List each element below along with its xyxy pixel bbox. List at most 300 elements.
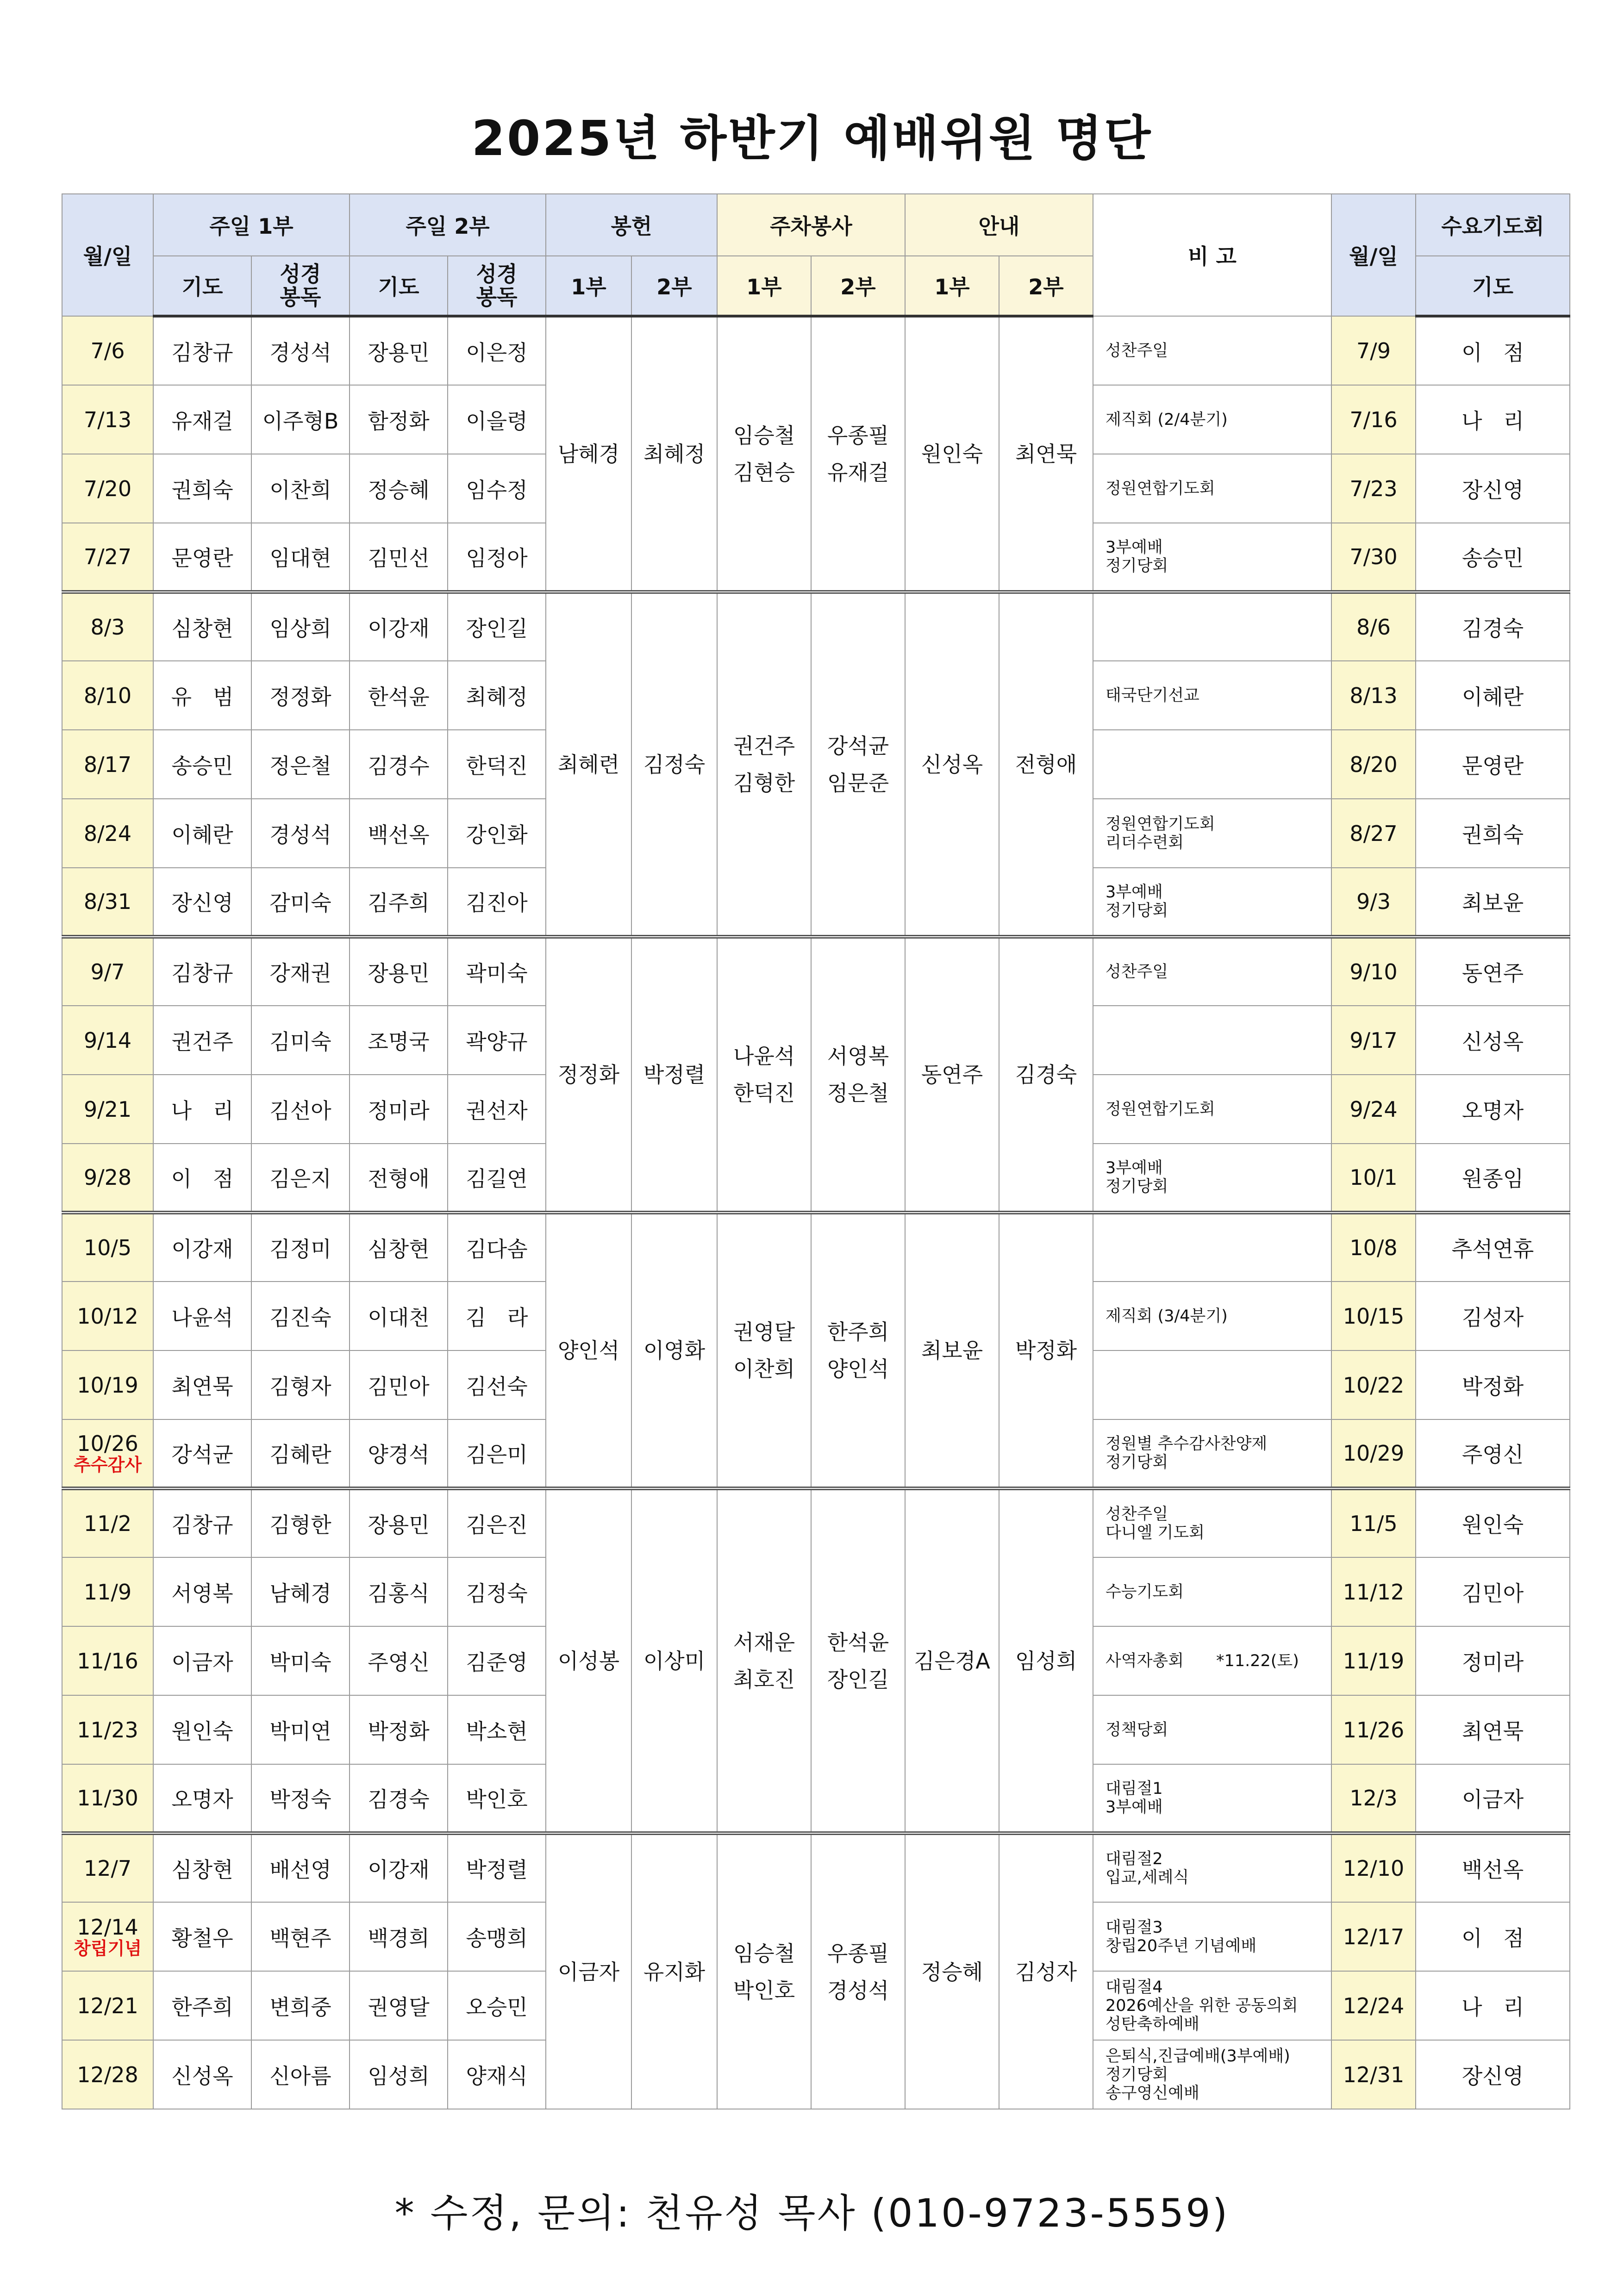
s2-prayer-name: 심창현 [350, 1213, 448, 1282]
remark-note: 정원연합기도회 [1093, 454, 1331, 523]
sunday-date-label: 9/14 [83, 1027, 132, 1053]
sunday-date-label: 8/24 [83, 821, 132, 846]
s1-prayer-name: 심창현 [153, 592, 251, 661]
s2-prayer-name: 장용민 [350, 316, 448, 385]
schedule-row [62, 592, 1570, 661]
remark-note [1093, 1350, 1331, 1419]
wednesday-date: 9/3 [1331, 868, 1416, 937]
wednesday-prayer-name: 이혜란 [1416, 661, 1570, 730]
s1-reading-name: 김진숙 [251, 1282, 350, 1350]
s2-reading-name: 박소현 [448, 1695, 546, 1764]
wednesday-date: 10/1 [1331, 1144, 1416, 1213]
sunday-date [62, 454, 153, 523]
wednesday-prayer-name: 이 점 [1416, 316, 1570, 385]
s1-reading-name: 이주형B [251, 385, 350, 454]
s2-reading-name: 김 라 [448, 1282, 546, 1350]
s1-reading-name: 경성석 [251, 316, 350, 385]
remark-note: 수능기도회 [1093, 1557, 1331, 1626]
s1-reading-name: 강재권 [251, 937, 350, 1006]
remark-note: 정원별 추수감사찬양제 정기당회 [1093, 1419, 1331, 1488]
sunday-date [62, 730, 153, 799]
s2-reading-name: 김은미 [448, 1419, 546, 1488]
parking-1-names: 서재운 최호진 [717, 1488, 811, 1833]
special-day-tag: 창립기념 [74, 1938, 142, 1959]
s1-reading-name: 김정미 [251, 1213, 350, 1282]
sunday-date [62, 523, 153, 592]
s1-prayer-name: 오명자 [153, 1764, 251, 1833]
wednesday-prayer-name: 송승민 [1416, 523, 1570, 592]
s1-prayer-name: 신성옥 [153, 2040, 251, 2109]
usher-1-name: 정승혜 [905, 1833, 999, 2109]
wednesday-prayer-name: 추석연휴 [1416, 1213, 1570, 1282]
s2-prayer-name: 권영달 [350, 1971, 448, 2040]
offering-2-name: 유지화 [631, 1833, 717, 2109]
parking-2-names: 한석윤 장인길 [811, 1488, 905, 1833]
s2-reading-name: 김길연 [448, 1144, 546, 1213]
s2-prayer-name: 조명국 [350, 1006, 448, 1075]
page-title: 2025년 하반기 예배위원 명단 [471, 110, 1153, 167]
s1-prayer-name: 유재걸 [153, 385, 251, 454]
s2-prayer-name: 함정화 [350, 385, 448, 454]
usher-1-name: 최보윤 [905, 1213, 999, 1488]
remark-note [1093, 1006, 1331, 1075]
sunday-date [62, 592, 153, 661]
wednesday-prayer-name: 이 점 [1416, 1902, 1570, 1971]
s2-prayer-name: 김경수 [350, 730, 448, 799]
parking-1-names: 임승철 김현승 [717, 316, 811, 592]
sunday-date [62, 1006, 153, 1075]
remark-note: 성찬주일 [1093, 316, 1331, 385]
sunday-date-label: 12/14 [77, 1914, 138, 1940]
s1-reading-name: 김선아 [251, 1075, 350, 1144]
s1-reading-name: 남혜경 [251, 1557, 350, 1626]
remark-note: 3부예배 정기당회 [1093, 868, 1331, 937]
s1-prayer-name: 이금자 [153, 1626, 251, 1695]
usher-2-name: 김성자 [999, 1833, 1093, 2109]
wednesday-date: 10/22 [1331, 1350, 1416, 1419]
sunday-date [62, 1971, 153, 2040]
s1-prayer-name: 나 리 [153, 1075, 251, 1144]
s1-reading-name: 신아름 [251, 2040, 350, 2109]
sunday-date [62, 1902, 153, 1971]
s2-reading-name: 곽양규 [448, 1006, 546, 1075]
offering-1-name: 최혜련 [546, 592, 631, 937]
s2-prayer-name: 김민선 [350, 523, 448, 592]
s1-prayer-name: 김창규 [153, 1488, 251, 1557]
header-wednesday: 수요기도회 [1416, 194, 1570, 256]
wednesday-date: 10/29 [1331, 1419, 1416, 1488]
s1-prayer-name: 황철우 [153, 1902, 251, 1971]
header-usher-1: 1부 [905, 256, 999, 316]
s1-prayer-name: 이강재 [153, 1213, 251, 1282]
s2-prayer-name: 양경석 [350, 1419, 448, 1488]
wednesday-date: 9/17 [1331, 1006, 1416, 1075]
s1-reading-name: 박미숙 [251, 1626, 350, 1695]
wednesday-prayer-name: 김성자 [1416, 1282, 1570, 1350]
remark-note: 사역자총회 *11.22(토) [1093, 1626, 1331, 1695]
header-sunday1: 주일 1부 [153, 194, 350, 256]
s2-reading-name: 양재식 [448, 2040, 546, 2109]
s2-prayer-name: 박정화 [350, 1695, 448, 1764]
usher-1-name: 원인숙 [905, 316, 999, 592]
parking-1-names: 권건주 김형한 [717, 592, 811, 937]
remark-note: 제직회 (3/4분기) [1093, 1282, 1331, 1350]
s2-reading-name: 김은진 [448, 1488, 546, 1557]
usher-2-name: 김경숙 [999, 937, 1093, 1213]
s1-reading-name: 정정화 [251, 661, 350, 730]
s1-prayer-name: 유 범 [153, 661, 251, 730]
s2-prayer-name: 이대천 [350, 1282, 448, 1350]
schedule-row [62, 1833, 1570, 1902]
sunday-date [62, 1695, 153, 1764]
header-wed-date: 월/일 [1331, 194, 1416, 316]
s1-reading-name: 배선영 [251, 1833, 350, 1902]
usher-2-name: 최연묵 [999, 316, 1093, 592]
usher-2-name: 전형애 [999, 592, 1093, 937]
wednesday-prayer-name: 백선옥 [1416, 1833, 1570, 1902]
schedule-table [62, 193, 1570, 2109]
schedule-row [62, 1488, 1570, 1557]
sunday-date-label: 10/12 [77, 1303, 138, 1329]
sunday-date-label: 10/26 [77, 1431, 138, 1456]
remark-note: 성찬주일 다니엘 기도회 [1093, 1488, 1331, 1557]
header-offering: 봉헌 [546, 194, 717, 256]
wednesday-date: 7/23 [1331, 454, 1416, 523]
sunday-date [62, 937, 153, 1006]
s2-prayer-name: 이강재 [350, 1833, 448, 1902]
wednesday-prayer-name: 오명자 [1416, 1075, 1570, 1144]
s1-prayer-name: 나윤석 [153, 1282, 251, 1350]
parking-2-names: 강석균 임문준 [811, 592, 905, 937]
sunday-date-label: 7/20 [83, 476, 132, 501]
wednesday-date: 11/12 [1331, 1557, 1416, 1626]
s2-reading-name: 권선자 [448, 1075, 546, 1144]
wednesday-date: 9/10 [1331, 937, 1416, 1006]
sunday-date-label: 11/30 [77, 1786, 138, 1811]
sunday-date-label: 9/7 [90, 959, 125, 984]
sunday-date [62, 1144, 153, 1213]
header-parking-2: 2부 [811, 256, 905, 316]
offering-1-name: 남혜경 [546, 316, 631, 592]
parking-2-names: 서영복 정은철 [811, 937, 905, 1213]
wednesday-date: 7/9 [1331, 316, 1416, 385]
remark-note: 은퇴식,진급예배(3부예배) 정기당회 송구영신예배 [1093, 2040, 1331, 2109]
remark-note: 태국단기선교 [1093, 661, 1331, 730]
wednesday-date: 7/30 [1331, 523, 1416, 592]
sunday-date [62, 1282, 153, 1350]
remark-note: 정원연합기도회 리더수련회 [1093, 799, 1331, 868]
wednesday-date: 8/6 [1331, 592, 1416, 661]
s1-reading-name: 임대현 [251, 523, 350, 592]
special-day-tag: 추수감사 [74, 1455, 142, 1475]
s1-prayer-name: 송승민 [153, 730, 251, 799]
s1-reading-name: 변희중 [251, 1971, 350, 2040]
header-s2-reading: 성경 봉독 [448, 256, 546, 316]
s2-reading-name: 박인호 [448, 1764, 546, 1833]
s2-reading-name: 임수정 [448, 454, 546, 523]
s2-prayer-name: 김경숙 [350, 1764, 448, 1833]
wednesday-prayer-name: 나 리 [1416, 1971, 1570, 2040]
s1-prayer-name: 이 점 [153, 1144, 251, 1213]
usher-1-name: 신성옥 [905, 592, 999, 937]
s2-reading-name: 김진아 [448, 868, 546, 937]
s2-reading-name: 김정숙 [448, 1557, 546, 1626]
offering-2-name: 박정렬 [631, 937, 717, 1213]
parking-2-names: 우종필 유재걸 [811, 316, 905, 592]
wednesday-date: 8/13 [1331, 661, 1416, 730]
remark-note: 대림절3 창립20주년 기념예배 [1093, 1902, 1331, 1971]
offering-1-name: 이성봉 [546, 1488, 631, 1833]
header-usher: 안내 [905, 194, 1093, 256]
header-offering-2: 2부 [631, 256, 717, 316]
sunday-date-label: 12/21 [77, 1993, 138, 2018]
wednesday-prayer-name: 장신영 [1416, 454, 1570, 523]
s1-reading-name: 김형한 [251, 1488, 350, 1557]
offering-1-name: 양인석 [546, 1213, 631, 1488]
s1-reading-name: 경성석 [251, 799, 350, 868]
remark-note [1093, 592, 1331, 661]
wednesday-prayer-name: 최연묵 [1416, 1695, 1570, 1764]
parking-1-names: 임승철 박인호 [717, 1833, 811, 2109]
sunday-date [62, 2040, 153, 2109]
s2-prayer-name: 김민아 [350, 1350, 448, 1419]
s1-prayer-name: 권희숙 [153, 454, 251, 523]
sunday-date [62, 1833, 153, 1902]
sunday-date [62, 1557, 153, 1626]
s1-prayer-name: 권건주 [153, 1006, 251, 1075]
wednesday-prayer-name: 이금자 [1416, 1764, 1570, 1833]
wednesday-date: 11/5 [1331, 1488, 1416, 1557]
offering-2-name: 김정숙 [631, 592, 717, 937]
wednesday-prayer-name: 주영신 [1416, 1419, 1570, 1488]
sunday-date [62, 1764, 153, 1833]
s1-prayer-name: 장신영 [153, 868, 251, 937]
s1-reading-name: 김미숙 [251, 1006, 350, 1075]
sunday-date-label: 9/21 [83, 1096, 132, 1122]
s2-prayer-name: 김주희 [350, 868, 448, 937]
sunday-date [62, 1350, 153, 1419]
sunday-date-label: 10/5 [83, 1235, 132, 1260]
s1-prayer-name: 최연묵 [153, 1350, 251, 1419]
parking-1-names: 권영달 이찬희 [717, 1213, 811, 1488]
s2-prayer-name: 장용민 [350, 1488, 448, 1557]
wednesday-prayer-name: 신성옥 [1416, 1006, 1570, 1075]
usher-1-name: 동연주 [905, 937, 999, 1213]
sunday-date-label: 8/31 [83, 889, 132, 914]
sunday-date-label: 12/28 [77, 2062, 138, 2087]
wednesday-prayer-name: 권희숙 [1416, 799, 1570, 868]
sunday-date [62, 1075, 153, 1144]
sunday-date [62, 1419, 153, 1488]
s2-prayer-name: 한석윤 [350, 661, 448, 730]
offering-1-name: 이금자 [546, 1833, 631, 2109]
sunday-date [62, 661, 153, 730]
s2-prayer-name: 정미라 [350, 1075, 448, 1144]
sunday-date-label: 11/23 [77, 1717, 138, 1742]
s2-reading-name: 김다솜 [448, 1213, 546, 1282]
s2-reading-name: 김선숙 [448, 1350, 546, 1419]
header-wed-prayer: 기도 [1416, 256, 1570, 316]
s2-reading-name: 최혜정 [448, 661, 546, 730]
sunday-date-label: 7/27 [83, 544, 132, 569]
s1-prayer-name: 이혜란 [153, 799, 251, 868]
remark-note: 3부예배 정기당회 [1093, 523, 1331, 592]
s1-reading-name: 박미연 [251, 1695, 350, 1764]
s2-reading-name: 송맹희 [448, 1902, 546, 1971]
s2-reading-name: 이을령 [448, 385, 546, 454]
wednesday-date: 12/17 [1331, 1902, 1416, 1971]
sunday-date [62, 1488, 153, 1557]
remark-note: 정원연합기도회 [1093, 1075, 1331, 1144]
sunday-date-label: 11/9 [83, 1579, 132, 1605]
s1-reading-name: 백현주 [251, 1902, 350, 1971]
s2-prayer-name: 임성희 [350, 2040, 448, 2109]
sunday-date-label: 9/28 [83, 1165, 132, 1190]
wednesday-date: 11/26 [1331, 1695, 1416, 1764]
wednesday-prayer-name: 나 리 [1416, 385, 1570, 454]
header-s2-prayer: 기도 [350, 256, 448, 316]
wednesday-date: 8/20 [1331, 730, 1416, 799]
sunday-date [62, 1626, 153, 1695]
header-offering-1: 1부 [546, 256, 631, 316]
wednesday-date: 9/24 [1331, 1075, 1416, 1144]
s2-prayer-name: 백경희 [350, 1902, 448, 1971]
remark-note: 대림절2 입교,세례식 [1093, 1833, 1331, 1902]
wednesday-date: 11/19 [1331, 1626, 1416, 1695]
wednesday-prayer-name: 원인숙 [1416, 1488, 1570, 1557]
remark-note [1093, 730, 1331, 799]
wednesday-date: 12/24 [1331, 1971, 1416, 2040]
sunday-date [62, 799, 153, 868]
wednesday-date: 7/16 [1331, 385, 1416, 454]
remark-note [1093, 1213, 1331, 1282]
wednesday-date: 12/3 [1331, 1764, 1416, 1833]
remark-note: 대림절1 3부예배 [1093, 1764, 1331, 1833]
sunday-date-label: 8/17 [83, 752, 132, 777]
wednesday-date: 10/15 [1331, 1282, 1416, 1350]
s1-reading-name: 정은철 [251, 730, 350, 799]
s2-reading-name: 이은정 [448, 316, 546, 385]
s2-reading-name: 한덕진 [448, 730, 546, 799]
sunday-date-label: 7/6 [90, 338, 125, 363]
s1-reading-name: 김은지 [251, 1144, 350, 1213]
wednesday-prayer-name: 박정화 [1416, 1350, 1570, 1419]
wednesday-prayer-name: 장신영 [1416, 2040, 1570, 2109]
wednesday-date: 12/10 [1331, 1833, 1416, 1902]
wednesday-prayer-name: 원종임 [1416, 1144, 1570, 1213]
s1-prayer-name: 문영란 [153, 523, 251, 592]
remark-note: 대림절4 2026예산을 위한 공동의회 성탄축하예배 [1093, 1971, 1331, 2040]
sunday-date-label: 11/2 [83, 1511, 132, 1536]
s2-prayer-name: 정승혜 [350, 454, 448, 523]
s2-prayer-name: 장용민 [350, 937, 448, 1006]
header-usher-2: 2부 [999, 256, 1093, 316]
s2-prayer-name: 주영신 [350, 1626, 448, 1695]
s2-prayer-name: 이강재 [350, 592, 448, 661]
s2-prayer-name: 김홍식 [350, 1557, 448, 1626]
s1-prayer-name: 강석균 [153, 1419, 251, 1488]
offering-2-name: 이영화 [631, 1213, 717, 1488]
sunday-date-label: 11/16 [77, 1648, 138, 1674]
wednesday-date: 8/27 [1331, 799, 1416, 868]
schedule-row [62, 1213, 1570, 1282]
wednesday-prayer-name: 문영란 [1416, 730, 1570, 799]
s1-reading-name: 박정숙 [251, 1764, 350, 1833]
s2-reading-name: 김준영 [448, 1626, 546, 1695]
s1-prayer-name: 김창규 [153, 937, 251, 1006]
s1-reading-name: 감미숙 [251, 868, 350, 937]
header-s1-reading: 성경 봉독 [251, 256, 350, 316]
s1-prayer-name: 한주희 [153, 1971, 251, 2040]
s1-reading-name: 임상희 [251, 592, 350, 661]
remark-note: 성찬주일 [1093, 937, 1331, 1006]
sunday-date [62, 385, 153, 454]
wednesday-prayer-name: 동연주 [1416, 937, 1570, 1006]
wednesday-date: 10/8 [1331, 1213, 1416, 1282]
s1-reading-name: 김혜란 [251, 1419, 350, 1488]
s2-prayer-name: 백선옥 [350, 799, 448, 868]
s2-reading-name: 오승민 [448, 1971, 546, 2040]
offering-2-name: 최혜정 [631, 316, 717, 592]
wednesday-prayer-name: 최보윤 [1416, 868, 1570, 937]
header-s1-prayer: 기도 [153, 256, 251, 316]
sunday-date [62, 1213, 153, 1282]
header-remarks: 비 고 [1093, 194, 1331, 316]
header-date: 월/일 [62, 194, 153, 316]
sunday-date-label: 8/3 [90, 615, 125, 640]
sunday-date-label: 8/10 [83, 683, 132, 708]
offering-2-name: 이상미 [631, 1488, 717, 1833]
remark-note: 제직회 (2/4분기) [1093, 385, 1331, 454]
s2-reading-name: 임정아 [448, 523, 546, 592]
s1-prayer-name: 김창규 [153, 316, 251, 385]
sunday-date-label: 7/13 [83, 407, 132, 432]
s1-prayer-name: 서영복 [153, 1557, 251, 1626]
sunday-date-label: 12/7 [83, 1856, 132, 1881]
parking-1-names: 나윤석 한덕진 [717, 937, 811, 1213]
wednesday-date: 12/31 [1331, 2040, 1416, 2109]
remark-note: 정책당회 [1093, 1695, 1331, 1764]
parking-2-names: 한주희 양인석 [811, 1213, 905, 1488]
usher-1-name: 김은경A [905, 1488, 999, 1833]
usher-2-name: 박정화 [999, 1213, 1093, 1488]
parking-2-names: 우종필 경성석 [811, 1833, 905, 2109]
sunday-date-label: 10/19 [77, 1372, 138, 1398]
sunday-date [62, 868, 153, 937]
header-parking: 주차봉사 [717, 194, 905, 256]
header-sunday2: 주일 2부 [350, 194, 546, 256]
wednesday-prayer-name: 정미라 [1416, 1626, 1570, 1695]
contact-footer: * 수정, 문의: 천유성 목사 (010-9723-5559) [394, 2190, 1230, 2236]
s1-prayer-name: 원인숙 [153, 1695, 251, 1764]
s2-reading-name: 장인길 [448, 592, 546, 661]
s2-prayer-name: 전형애 [350, 1144, 448, 1213]
sunday-date [62, 316, 153, 385]
s2-reading-name: 박정렬 [448, 1833, 546, 1902]
schedule-row [62, 937, 1570, 1006]
schedule-row [62, 316, 1570, 385]
s1-prayer-name: 심창현 [153, 1833, 251, 1902]
offering-1-name: 정정화 [546, 937, 631, 1213]
header-parking-1: 1부 [717, 256, 811, 316]
s2-reading-name: 강인화 [448, 799, 546, 868]
usher-2-name: 임성희 [999, 1488, 1093, 1833]
wednesday-prayer-name: 김민아 [1416, 1557, 1570, 1626]
remark-note: 3부예배 정기당회 [1093, 1144, 1331, 1213]
s1-reading-name: 김형자 [251, 1350, 350, 1419]
wednesday-prayer-name: 김경숙 [1416, 592, 1570, 661]
s2-reading-name: 곽미숙 [448, 937, 546, 1006]
